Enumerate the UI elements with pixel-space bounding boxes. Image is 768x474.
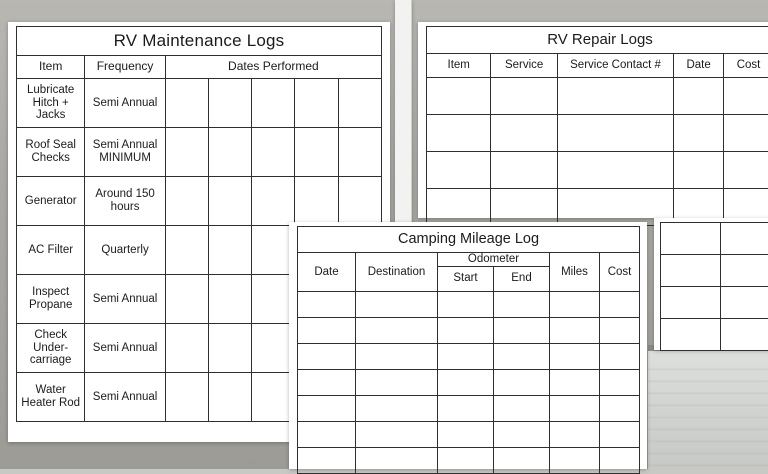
mileage-cell-destination[interactable] [356, 343, 438, 369]
mileage-header-destination: Destination [356, 253, 438, 292]
mileage-cell-odometer-start[interactable] [438, 291, 494, 317]
mileage-cell-odometer-end[interactable] [494, 343, 550, 369]
mileage-cell-destination[interactable] [356, 421, 438, 447]
maintenance-date-cell[interactable] [209, 324, 252, 373]
table-row [427, 152, 768, 189]
repair-cell-service[interactable] [491, 78, 557, 115]
table-row [298, 317, 640, 343]
repair-cell-cost[interactable] [724, 115, 768, 152]
mileage-cell-miles[interactable] [550, 421, 600, 447]
mileage-cell-odometer-start[interactable] [438, 369, 494, 395]
table-row [17, 79, 382, 128]
mileage-header-miles: Miles [550, 253, 600, 292]
table-row [298, 369, 640, 395]
camping-mileage-log-sheet [289, 222, 647, 469]
mileage-cell-miles[interactable] [550, 369, 600, 395]
partial-cell[interactable] [661, 255, 721, 287]
maintenance-title: RV Maintenance Logs [17, 27, 382, 56]
table-row [298, 421, 640, 447]
partial-cell[interactable] [721, 287, 768, 319]
maintenance-frequency: Semi Annual MINIMUM [85, 128, 165, 177]
maintenance-item: Water Heater Rod [17, 373, 85, 422]
maintenance-item: Check Under-carriage [17, 324, 85, 373]
maintenance-item: Roof Seal Checks [17, 128, 85, 177]
maintenance-date-cell[interactable] [165, 373, 208, 422]
repair-cell-item[interactable] [427, 152, 491, 189]
partial-cell[interactable] [721, 255, 768, 287]
repair-cell-contact[interactable] [557, 78, 673, 115]
mileage-cell-odometer-start[interactable] [438, 317, 494, 343]
partial-cell[interactable] [661, 319, 721, 351]
mileage-cell-cost[interactable] [600, 291, 640, 317]
maintenance-date-cell[interactable] [165, 324, 208, 373]
table-row [661, 255, 768, 287]
maintenance-date-cell[interactable] [252, 79, 295, 128]
partial-paper-strip [395, 0, 412, 222]
repair-header-date: Date [674, 54, 724, 78]
mileage-cell-destination[interactable] [356, 395, 438, 421]
maintenance-header-item: Item [17, 56, 85, 79]
table-row [17, 177, 382, 226]
wood-grain-texture [648, 359, 768, 469]
maintenance-header-dates: Dates Performed [165, 56, 381, 79]
mileage-cell-odometer-end[interactable] [494, 369, 550, 395]
mileage-cell-destination[interactable] [356, 317, 438, 343]
repair-title: RV Repair Logs [427, 27, 768, 54]
mileage-header-end: End [494, 266, 550, 291]
repair-header-item: Item [427, 54, 491, 78]
mileage-cell-date[interactable] [298, 447, 356, 473]
repair-cell-contact[interactable] [557, 115, 673, 152]
table-row [298, 447, 640, 473]
maintenance-date-cell[interactable] [165, 275, 208, 324]
mileage-cell-date[interactable] [298, 421, 356, 447]
mileage-cell-miles[interactable] [550, 317, 600, 343]
mileage-header-odometer: Odometer [438, 253, 550, 267]
repair-cell-service[interactable] [491, 152, 557, 189]
mileage-cell-cost[interactable] [600, 317, 640, 343]
repair-cell-date[interactable] [674, 152, 724, 189]
maintenance-date-cell[interactable] [295, 79, 338, 128]
mileage-cell-cost[interactable] [600, 447, 640, 473]
table-row [298, 291, 640, 317]
repair-cell-service[interactable] [491, 189, 557, 226]
table-row [661, 319, 768, 351]
wood-table-surface [648, 345, 768, 469]
maintenance-date-cell[interactable] [209, 128, 252, 177]
maintenance-date-cell[interactable] [209, 79, 252, 128]
maintenance-date-cell[interactable] [209, 226, 252, 275]
rv-repair-logs-sheet [418, 22, 768, 218]
mileage-cell-cost[interactable] [600, 395, 640, 421]
mileage-cell-cost[interactable] [600, 343, 640, 369]
table-row [427, 78, 768, 115]
maintenance-frequency: Semi Annual [85, 324, 165, 373]
partial-cell[interactable] [721, 223, 768, 255]
repair-cell-date[interactable] [674, 115, 724, 152]
mileage-cell-odometer-start[interactable] [438, 395, 494, 421]
table-row [661, 287, 768, 319]
repair-header-cost: Cost [724, 54, 768, 78]
table-row [661, 223, 768, 255]
maintenance-frequency: Quarterly [85, 226, 165, 275]
maintenance-date-cell[interactable] [209, 373, 252, 422]
partial-right-table [660, 222, 768, 351]
maintenance-frequency: Semi Annual [85, 79, 165, 128]
mileage-table [297, 226, 640, 474]
partial-cell[interactable] [661, 223, 721, 255]
mileage-cell-cost[interactable] [600, 369, 640, 395]
maintenance-item: Lubricate Hitch + Jacks [17, 79, 85, 128]
maintenance-date-cell[interactable] [295, 128, 338, 177]
repair-cell-cost[interactable] [724, 152, 768, 189]
table-row [298, 395, 640, 421]
maintenance-item: Generator [17, 177, 85, 226]
maintenance-frequency: Semi Annual [85, 373, 165, 422]
mileage-header-cost: Cost [600, 253, 640, 292]
table-row [298, 343, 640, 369]
mileage-cell-miles[interactable] [550, 447, 600, 473]
maintenance-date-cell[interactable] [338, 128, 381, 177]
repair-cell-item[interactable] [427, 115, 491, 152]
maintenance-date-cell[interactable] [209, 275, 252, 324]
repair-cell-contact[interactable] [557, 152, 673, 189]
mileage-cell-cost[interactable] [600, 421, 640, 447]
mileage-title: Camping Mileage Log [298, 227, 640, 253]
maintenance-date-cell[interactable] [165, 128, 208, 177]
mileage-cell-odometer-end[interactable] [494, 395, 550, 421]
mileage-cell-date[interactable] [298, 317, 356, 343]
maintenance-date-cell[interactable] [338, 79, 381, 128]
mileage-cell-destination[interactable] [356, 369, 438, 395]
partial-cell[interactable] [661, 287, 721, 319]
repair-header-service: Service [491, 54, 557, 78]
mileage-cell-date[interactable] [298, 369, 356, 395]
table-row [427, 115, 768, 152]
mileage-cell-odometer-start[interactable] [438, 343, 494, 369]
repair-cell-item[interactable] [427, 78, 491, 115]
mileage-cell-odometer-end[interactable] [494, 447, 550, 473]
maintenance-date-cell[interactable] [165, 79, 208, 128]
partial-cell[interactable] [721, 319, 768, 351]
mileage-cell-miles[interactable] [550, 291, 600, 317]
mileage-cell-destination[interactable] [356, 291, 438, 317]
maintenance-item: Inspect Propane [17, 275, 85, 324]
repair-cell-item[interactable] [427, 189, 491, 226]
maintenance-item: AC Filter [17, 226, 85, 275]
maintenance-header-frequency: Frequency [85, 56, 165, 79]
maintenance-frequency: Around 150 hours [85, 177, 165, 226]
mileage-cell-date[interactable] [298, 343, 356, 369]
mileage-cell-date[interactable] [298, 291, 356, 317]
repair-cell-date[interactable] [674, 78, 724, 115]
mileage-header-date: Date [298, 253, 356, 292]
repair-header-service-contact: Service Contact # [557, 54, 673, 78]
mileage-cell-odometer-end[interactable] [494, 317, 550, 343]
maintenance-date-cell[interactable] [252, 128, 295, 177]
mileage-cell-odometer-start[interactable] [438, 447, 494, 473]
maintenance-date-cell[interactable] [209, 177, 252, 226]
mileage-cell-odometer-end[interactable] [494, 291, 550, 317]
partial-right-sheet [654, 218, 768, 350]
maintenance-date-cell[interactable] [165, 226, 208, 275]
mileage-cell-miles[interactable] [550, 395, 600, 421]
mileage-cell-miles[interactable] [550, 343, 600, 369]
mileage-cell-odometer-start[interactable] [438, 421, 494, 447]
table-row [17, 128, 382, 177]
repair-table [426, 26, 768, 226]
mileage-header-start: Start [438, 266, 494, 291]
mileage-cell-date[interactable] [298, 395, 356, 421]
mileage-cell-odometer-end[interactable] [494, 421, 550, 447]
maintenance-date-cell[interactable] [252, 177, 295, 226]
maintenance-date-cell[interactable] [338, 177, 381, 226]
maintenance-frequency: Semi Annual [85, 275, 165, 324]
repair-cell-service[interactable] [491, 115, 557, 152]
maintenance-date-cell[interactable] [165, 177, 208, 226]
maintenance-date-cell[interactable] [295, 177, 338, 226]
repair-cell-cost[interactable] [724, 78, 768, 115]
mileage-cell-destination[interactable] [356, 447, 438, 473]
